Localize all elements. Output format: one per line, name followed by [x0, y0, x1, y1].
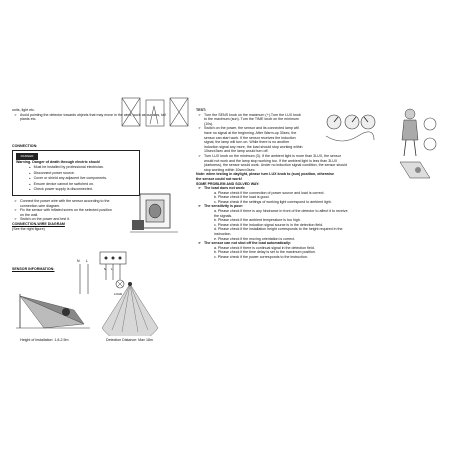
note-line: Note: when testing in daylight, please turn LUX knob to (sun) position, otherwise [196, 172, 334, 177]
step-line: ➢ Connect the power wire with the sensor according to the [12, 199, 188, 204]
problem-item: e. Please check if the moving orientation is correct. [214, 236, 296, 241]
problem-title: ➢ The sensitivity is poor: [196, 204, 442, 209]
warning-item: ● Ensure device cannot be switched on. [16, 182, 136, 188]
test-line: stop working within 10sec±3sec. [204, 167, 256, 172]
knob-illustration [322, 110, 378, 150]
warning-title: Warning. Danger of death through electric shock! [16, 160, 101, 165]
step-line: ➢ Fix the sensor with inflated screw on the selected position [12, 208, 188, 213]
height-diagram [14, 290, 92, 330]
intro-line-1: units, light etc. [12, 108, 35, 112]
warning-item: ● Disconnect power source. [16, 171, 136, 177]
test-line: (10s). [204, 121, 214, 126]
step-line: connection-wire diagram. [20, 203, 61, 208]
mounting-illustration [120, 96, 190, 132]
wire-label: N [77, 259, 80, 263]
detection-diagram [98, 280, 162, 336]
test-line: ➢ Turn the SENS knob on the maximum (+).Turn the LUX knob [196, 113, 442, 118]
problem-item: c. Please check if the settings of working light correspond to ambient light. [214, 199, 332, 204]
warning-badge: DANGER [16, 153, 38, 160]
problem-title: ➢ The load does not work: [196, 186, 442, 191]
problems-heading: SOME PROBLEM AND SOLVED WAY: [196, 181, 260, 186]
test-line: have no signal at the beginning. After Warm-up 30sec, the [204, 130, 297, 135]
height-caption: Height of installation: 1.8-2.5m [20, 338, 69, 342]
lamp-illustration [396, 156, 440, 184]
wire-label: LOAD [114, 292, 123, 296]
test-line: sensor can start work. If the sensor receives the induction [204, 135, 296, 140]
person-illustration [394, 104, 440, 160]
warning-box [12, 150, 140, 196]
note-line-2: the sensor could not work! [196, 176, 242, 181]
problem-item: a. Please check if there is continual signal in the detection field. [214, 245, 315, 250]
problem-item: instruction. [214, 232, 232, 237]
diagram-note: (See the right figure) [12, 226, 45, 231]
problem-item: d. Please check if the installation height corresponds to the height required in the [214, 227, 343, 232]
test-heading: TEST: [196, 108, 206, 112]
problem-title: ➢ The sensor can not shut off the load automatically: [196, 241, 442, 246]
sensor-device-illustration [126, 190, 184, 238]
wire-label: L [111, 267, 113, 271]
problem-item: the signals. [214, 213, 233, 218]
intro-line-2: ➢ Avoid pointing the detector towards objects that may move in the wind, such as curtains, tall [12, 113, 188, 118]
problem-item: b. Please check if the load is good. [214, 195, 270, 200]
step-line: on the wall. [20, 212, 39, 217]
problem-item: c. Please check if the induction signal source is in the detection field. [214, 222, 324, 227]
step-line: ➢ Switch on the power and test it. [12, 217, 188, 222]
warning-item: ● Must be installed by professional electrician. [16, 165, 136, 171]
test-line: 10sec±3sec and the lamp would turn off. [204, 149, 269, 154]
test-line: (darkness), the sensor would work. Under no induction signal condition, the sensor should [204, 163, 348, 168]
distance-caption: Detection Distance: Max 18m [106, 338, 153, 342]
diagram-heading: CONNECTION-WIRE DIAGRAM [12, 221, 65, 226]
test-line: would not work and the lamp stop working too. If the ambient light is less than 3LUX [204, 158, 338, 163]
problem-item: b. Please check if the ambient temperature is too high. [214, 218, 301, 223]
intro-line-3: plants etc. [20, 117, 37, 122]
connection-heading: CONNECTION: [12, 143, 38, 148]
sensor-heading: SENSOR INFORMATION: [12, 267, 55, 272]
test-line: induction signal any more, the load should stop working within [204, 144, 303, 149]
problem-item: c. Please check if the power corresponds to the instruction. [214, 255, 308, 259]
warning-item: ● Check power supply is disconnected. [16, 187, 136, 193]
test-line: signal, the lamp will turn on. While there is no another [204, 140, 290, 145]
warning-item: ● Cover or shield any adjacent live components. [16, 176, 136, 182]
test-line: ➢ Turn LUX knob on the minimum (3). If the ambient light is more than 3LUX, the sensor [196, 154, 442, 159]
wire-label: N [104, 267, 107, 271]
wire-label: L [86, 259, 88, 263]
test-line: ➢ Switch on the power, the sensor and its connected lamp will [196, 126, 442, 131]
problem-item: a. Please check if the connection of power source and load is correct. [214, 190, 325, 195]
problem-item: a. Please check if there is any hindrance in front of the detector to affect it to receive [214, 209, 348, 214]
problem-item: b. Please check if the time delay is set to the maximum position. [214, 250, 316, 255]
test-line: to the maximum (sun). Turn the TIME knob on the minimum [204, 117, 299, 122]
